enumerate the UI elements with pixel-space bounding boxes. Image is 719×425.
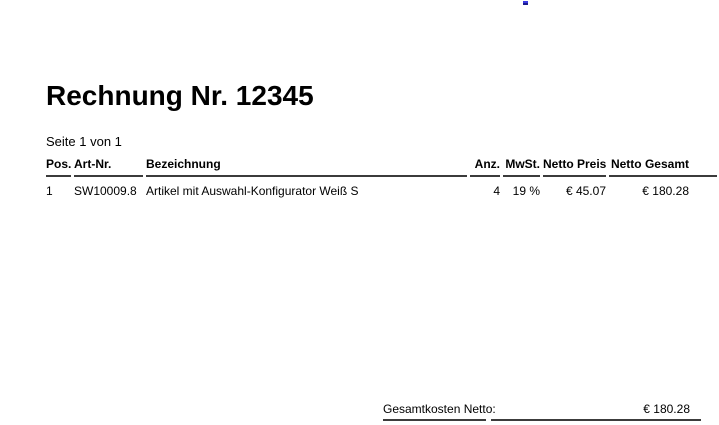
cell-pos: 1: [46, 184, 53, 198]
cell-netto-gesamt: € 180.28: [642, 184, 689, 198]
items-table-header-row: [46, 158, 717, 177]
col-header-mwst: MwSt.: [503, 158, 540, 177]
col-header-bezeichnung: Bezeichnung: [146, 158, 467, 177]
page-number-text: Seite 1 von 1: [46, 134, 122, 149]
items-table: [46, 158, 717, 198]
totals-section: [383, 402, 701, 421]
col-header-art-nr: Art-Nr.: [74, 158, 143, 177]
col-header-netto-preis: Netto Preis: [543, 158, 606, 177]
cell-bezeichnung: Artikel mit Auswahl-Konfigurator Weiß S: [146, 184, 359, 198]
cell-netto-preis: € 45.07: [565, 184, 606, 198]
cell-mwst: 19 %: [512, 184, 540, 198]
invoice-title: Rechnung Nr. 12345: [46, 80, 314, 111]
col-header-pos: Pos.: [46, 158, 71, 177]
totals-value: € 180.28: [491, 402, 701, 421]
totals-label: Gesamtkosten Netto:: [383, 402, 486, 421]
col-header-netto-gesamt: Netto Gesamt: [609, 158, 717, 177]
tiny-blue-artifact: [523, 1, 528, 5]
cell-anz: 4: [493, 184, 500, 198]
col-header-anz: Anz.: [470, 158, 500, 177]
cell-art-nr: SW10009.8: [74, 184, 137, 198]
items-table-row: [46, 177, 717, 198]
